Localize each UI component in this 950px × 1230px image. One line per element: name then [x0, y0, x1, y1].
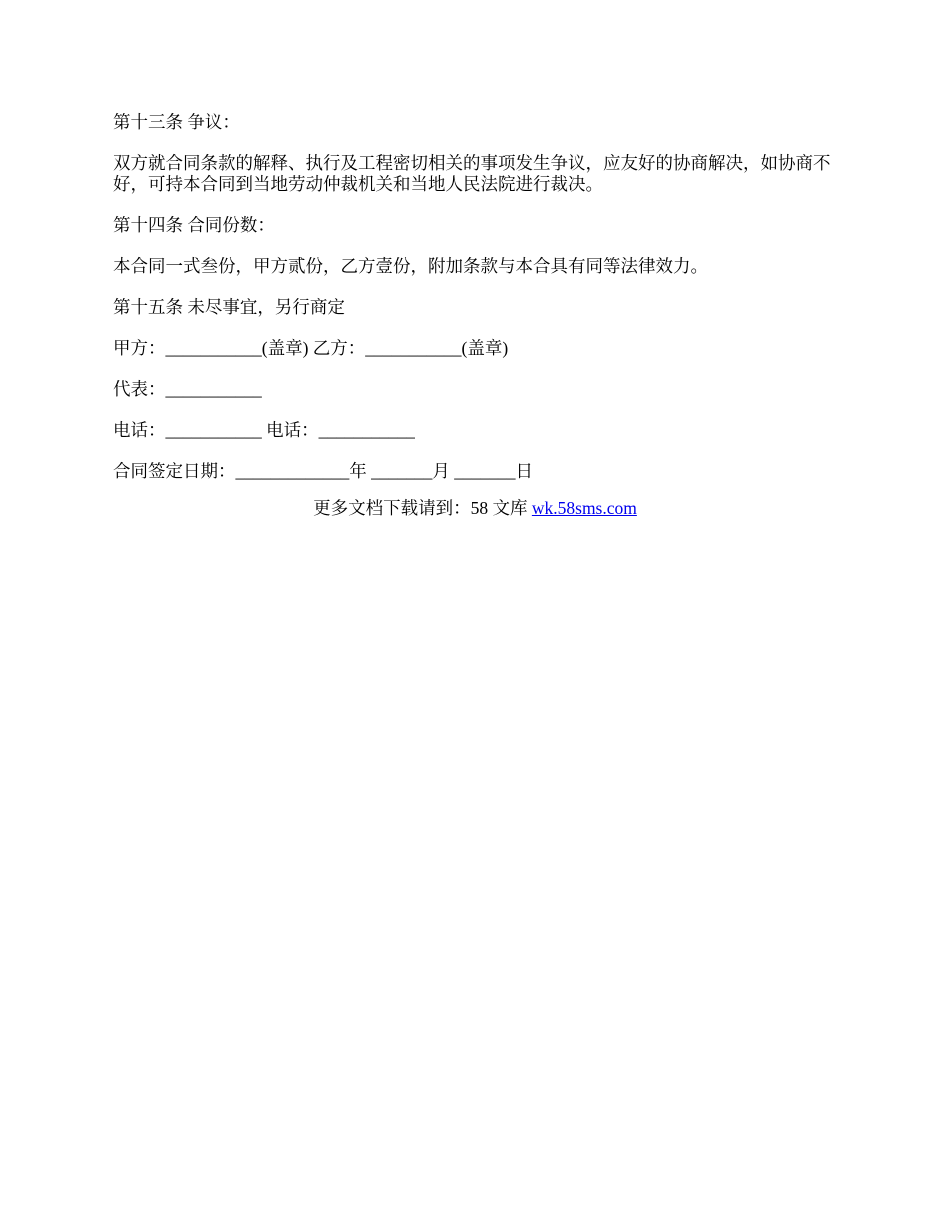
footer-prefix-text: 更多文档下载请到：58 文库 [313, 498, 532, 518]
signing-date-line: 合同签定日期：_____________年 _______月 _______日 [113, 461, 533, 481]
document-body [113, 112, 841, 502]
download-footer [0, 498, 950, 519]
article-14-heading: 第十四条 合同份数： [113, 215, 275, 235]
article-15-heading: 第十五条 未尽事宜，另行商定 [113, 297, 345, 317]
party-signature-line: 甲方：___________(盖章) 乙方：___________(盖章) [113, 338, 509, 358]
footer-download-link[interactable]: wk.58sms.com [531, 498, 637, 518]
article-13-body: 双方就合同条款的解释、执行及工程密切相关的事项发生争议，应友好的协商解决，如协商不好，可持本合同到当地劳动仲裁机关和当地人民法院进行裁决。 [113, 153, 831, 194]
article-13-heading: 第十三条 争议： [113, 112, 240, 132]
article-14-body: 本合同一式叁份，甲方贰份，乙方壹份，附加条款与本合具有同等法律效力。 [113, 256, 708, 276]
representative-line: 代表：___________ [113, 379, 262, 399]
phone-line: 电话：___________ 电话：___________ [113, 420, 415, 440]
